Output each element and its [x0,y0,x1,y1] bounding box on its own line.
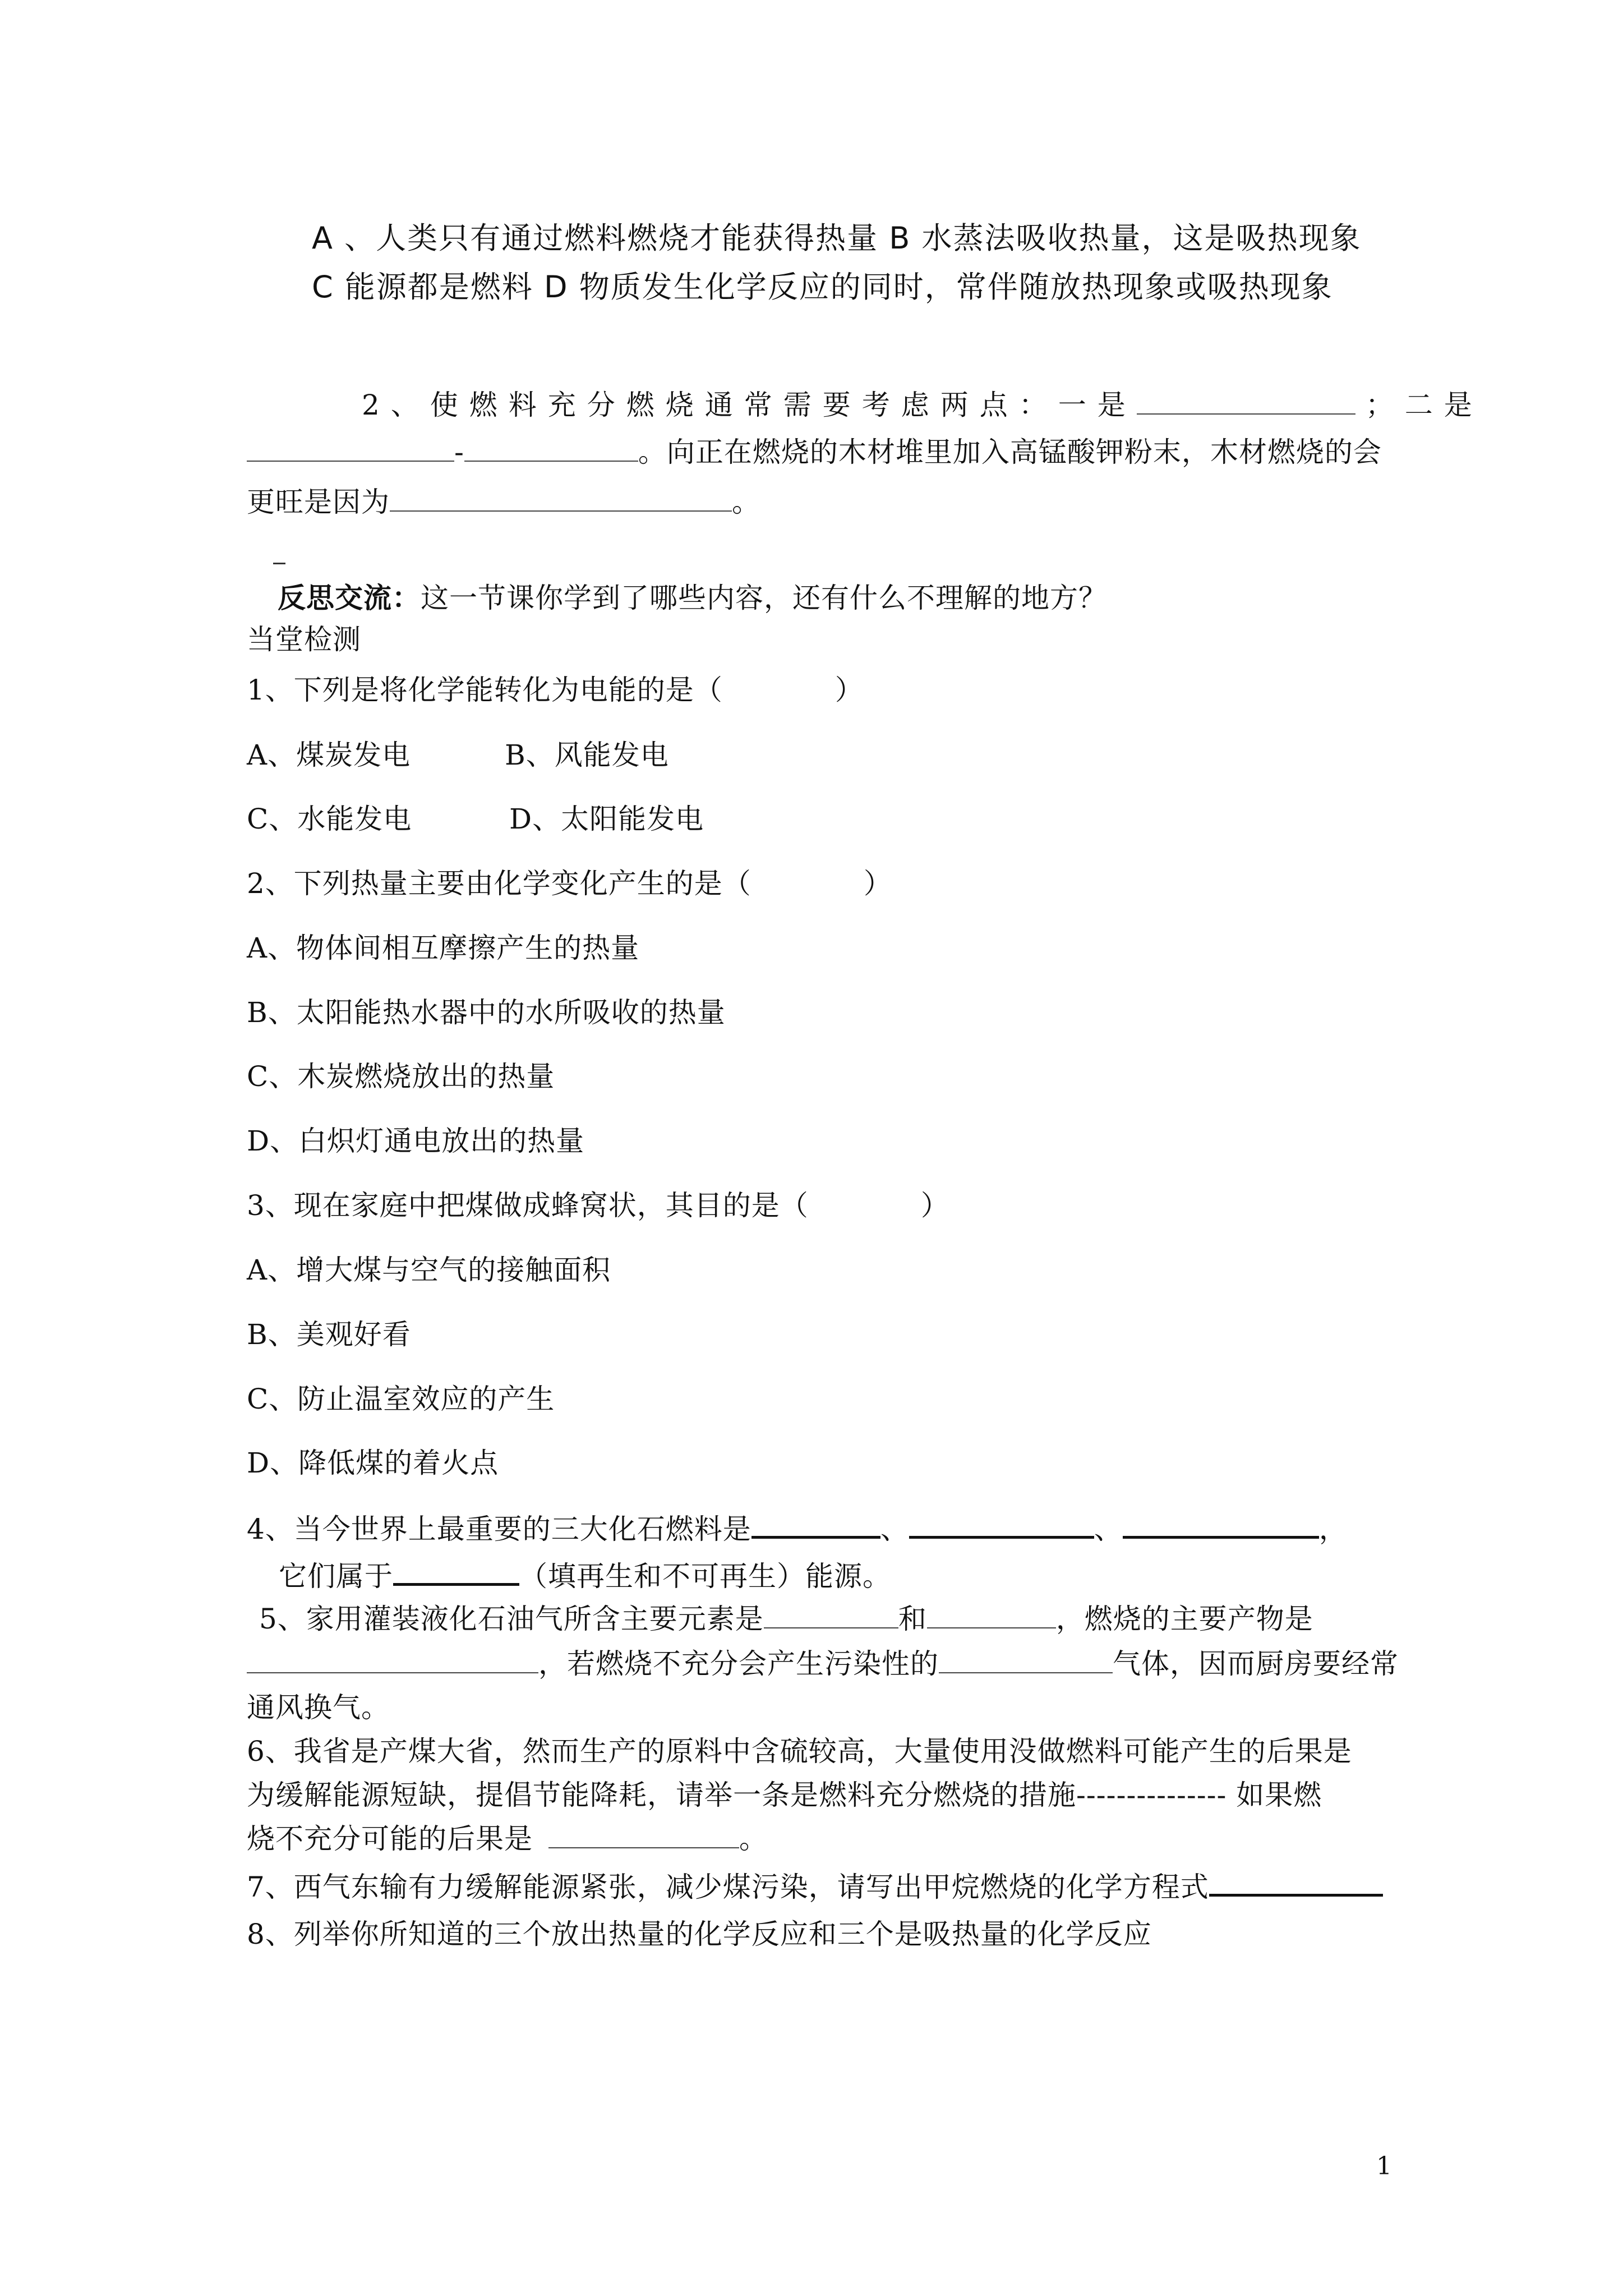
q4-line2 [279,1558,891,1593]
q2-option-d: D、白炽灯通电放出的热量 [247,1125,585,1157]
q5-blank-1[interactable] [764,1603,898,1628]
q4-text-b: 它们属于 [279,1560,393,1593]
stray-dash-mark [273,563,285,564]
q2-text-end: 。 [732,486,760,518]
q3-stem-line [247,1189,949,1222]
q6-text-c: 烧不充分可能的后果是 [247,1823,533,1855]
q7-line [247,1869,1383,1904]
q2-blank-4[interactable] [390,486,732,512]
q3-option-b: B、美观好看 [247,1318,411,1351]
q5-blank-4[interactable] [939,1648,1113,1673]
choice-line-cd: C 能源都是燃料 D 物质发生化学反应的同时，常伴随放热现象或吸热现象 [312,269,1333,305]
q6-line3 [247,1822,768,1856]
q2-text-part1: 2、使燃料充分燃烧通常需要考虑两点：一是 [362,389,1137,421]
q3-close: ） [920,1189,949,1222]
q5-text-a: 5、家用灌装液化石油气所含主要元素是 [259,1603,764,1635]
choice-line-ab: A 、人类只有通过燃料燃烧才能获得热量 B 水蒸法吸收热量，这是吸热现象 [312,220,1362,256]
q1-stem: 1、下列是将化学能转化为电能的是（ [247,674,723,706]
q4-text-c: （填再生和不可再生）能源。 [519,1560,891,1593]
q5-line2 [247,1647,1399,1681]
q1-option-c: C、水能发电 [247,803,412,835]
q2-text-sep: ；二是 [1365,389,1483,421]
q8-line: 8、列举你所知道的三个放出热量的化学反应和三个是吸热量的化学反应 [247,1918,1152,1950]
q7-blank[interactable] [1209,1869,1383,1897]
q1-option-a: A、煤炭发电 [247,739,411,771]
q2-line1 [362,388,1483,422]
q2-text-part3: 更旺是因为 [247,486,390,518]
q3-option-c: C、防止温室效应的产生 [247,1383,555,1415]
q2-blank-2[interactable] [247,436,454,462]
q5-line3: 通风换气。 [247,1691,390,1724]
reflection-text: 这一节课你学到了哪些内容，还有什么不理解的地方？ [421,582,1107,614]
q2-option-c: C、木炭燃烧放出的热量 [247,1060,555,1093]
q2-dash: - [454,436,464,468]
q5-text-d: 气体，因而厨房要经常 [1113,1648,1399,1680]
q4-sep-2: 、 [1094,1513,1123,1545]
q2-option-a: A、物体间相互摩擦产生的热量 [247,932,640,964]
q3-option-d: D、降低煤的着火点 [247,1447,499,1479]
q1-stem-line [247,673,864,707]
q2-stem: 2、下列热量主要由化学变化产生的是（ [247,867,751,900]
q6-line1: 6、我省是产煤大省，然而生产的原料中含硫较高，大量使用没做燃料可能产生的后果是 [247,1735,1352,1768]
q6-blank[interactable] [548,1823,739,1848]
q2-stem-line [247,867,892,900]
reflection-label: 反思交流： [278,581,421,614]
q4-blank-4[interactable] [393,1558,519,1586]
section-title: 当堂检测 [247,623,361,656]
q1-close: ） [834,674,864,706]
q5-blank-2[interactable] [927,1603,1056,1628]
q2-line3 [247,485,760,519]
q1-option-b: B、风能发电 [505,739,669,771]
q2-line2 [247,435,1382,469]
q4-text-a: 4、当今世界上最重要的三大化石燃料是 [247,1513,751,1545]
q6-text-end: 。 [739,1823,768,1855]
q5-text-b: ，燃烧的主要产物是 [1055,1603,1313,1635]
page-number: 1 [1376,2152,1392,2180]
q4-sep-3: ， [1318,1513,1348,1545]
q4-blank-1[interactable] [751,1511,880,1539]
q4-line1 [247,1511,1348,1546]
q2-close: ） [863,867,892,900]
q5-text-c: ，若燃烧不充分会产生污染性的 [538,1648,939,1680]
q4-sep-1: 、 [880,1513,909,1545]
q5-text-and: 和 [898,1603,927,1635]
q2-blank-1[interactable] [1137,389,1355,415]
q5-line1 [259,1602,1313,1636]
q7-text: 7、西气东输有力缓解能源紧张，减少煤污染，请写出甲烷燃烧的化学方程式 [247,1871,1209,1903]
reflection-line [278,581,1107,615]
q4-blank-3[interactable] [1123,1511,1319,1539]
q2-option-b: B、太阳能热水器中的水所吸收的热量 [247,996,726,1029]
q2-blank-3[interactable] [464,436,638,462]
q1-option-d: D、太阳能发电 [509,803,704,835]
q6-line2: 为缓解能源短缺，提倡节能降耗，请举一条是燃料充分燃烧的措施--------------- 如果燃 [247,1779,1322,1811]
q4-blank-2[interactable] [909,1511,1094,1539]
q3-stem: 3、现在家庭中把煤做成蜂窝状，其目的是（ [247,1189,809,1222]
q2-text-part2: 。向正在燃烧的木材堆里加入高锰酸钾粉末，木材燃烧的会 [638,436,1382,468]
q5-blank-3[interactable] [247,1648,538,1673]
q3-option-a: A、增大煤与空气的接触面积 [247,1254,611,1286]
